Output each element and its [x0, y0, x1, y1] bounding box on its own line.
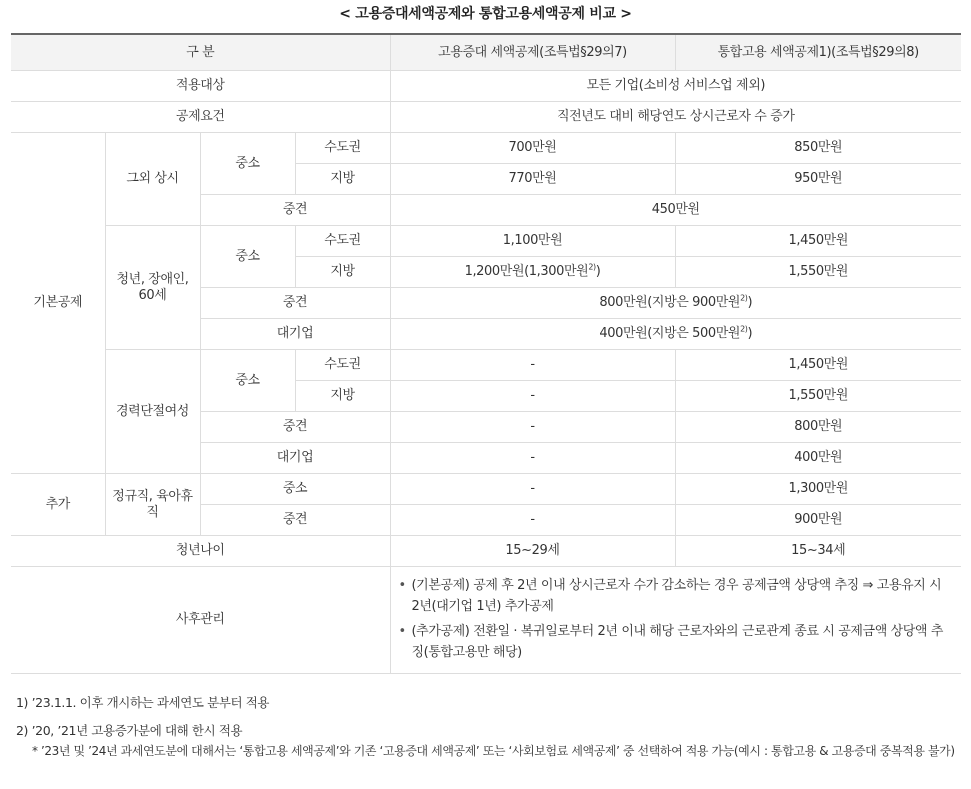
- cell-a: -: [390, 381, 675, 412]
- table-row: [11, 567, 961, 674]
- group-label-regular: 그외 상시: [105, 133, 200, 226]
- cell-a: 1,100만원: [390, 226, 675, 257]
- cell-text-end: ): [747, 295, 753, 310]
- region-metro: 수도권: [295, 350, 390, 381]
- table-header-row: [11, 34, 961, 71]
- row-label-requirement: 공제요건: [11, 102, 390, 133]
- region-metro: 수도권: [295, 133, 390, 164]
- footnote-mark: 2): [740, 293, 748, 303]
- region-local: 지방: [295, 381, 390, 412]
- table-row: [11, 102, 961, 133]
- cell-ab: [390, 319, 961, 350]
- cell-ab: 450만원: [390, 195, 961, 226]
- row-label-youth-age: 청년나이: [11, 536, 390, 567]
- table-row: [11, 536, 961, 567]
- group-label-career: 경력단절여성: [105, 350, 200, 474]
- cell-a: [390, 257, 675, 288]
- cell-text: 1,200만원(1,300만원: [464, 264, 589, 279]
- cell-text: 800만원(지방은 900만원: [599, 295, 741, 310]
- footnote-1: 1) ’23.1.1. 이후 개시하는 과세연도 분부터 적용: [16, 695, 270, 710]
- table-row: [11, 71, 961, 102]
- table-row: [11, 474, 961, 505]
- group-label-regular-childcare: 정규직, 육아휴직: [105, 474, 200, 536]
- region-local: 지방: [295, 164, 390, 195]
- list-item: • (추가공제) 전환일 · 복귀일로부터 2년 이내 해당 근로자와의 근로관계 종료 시 공제금액 상당액 추징(통합고용만 해당): [399, 621, 950, 663]
- header-integrated-employment: 통합고용 세액공제1)(조특법§29의8): [675, 34, 961, 71]
- cell-ab: [390, 288, 961, 319]
- cell-b: 850만원: [675, 133, 961, 164]
- cell-a: -: [390, 412, 675, 443]
- size-sme: 중소: [200, 474, 390, 505]
- table-row: [11, 226, 961, 257]
- group-label-youth: 청년, 장애인, 60세: [105, 226, 200, 350]
- cell-a: 15~29세: [390, 536, 675, 567]
- cell-b: 1,300만원: [675, 474, 961, 505]
- size-large: 대기업: [200, 443, 390, 474]
- size-mid: 중견: [200, 505, 390, 536]
- comparison-table: [11, 33, 961, 674]
- post-management-list: [399, 575, 950, 663]
- cell-text: 400만원(지방은 500만원: [599, 326, 741, 341]
- cell-a: -: [390, 505, 675, 536]
- size-mid: 중견: [200, 288, 390, 319]
- cell-b: 1,550만원: [675, 381, 961, 412]
- cell-b: 1,450만원: [675, 350, 961, 381]
- size-sme: 중소: [200, 133, 295, 195]
- header-category: 구 분: [11, 34, 390, 71]
- size-mid: 중견: [200, 195, 390, 226]
- row-label-post-management: 사후관리: [11, 567, 390, 674]
- cell-text-end: ): [595, 264, 601, 279]
- size-sme: 중소: [200, 350, 295, 412]
- cell-a: 700만원: [390, 133, 675, 164]
- table-row: [11, 133, 961, 164]
- cell-a: -: [390, 350, 675, 381]
- cell-b: 950만원: [675, 164, 961, 195]
- post-management-content: [390, 567, 961, 674]
- header-employment-increase: 고용증대 세액공제(조특법§29의7): [390, 34, 675, 71]
- region-metro: 수도권: [295, 226, 390, 257]
- list-item: • (기본공제) 공제 후 2년 이내 상시근로자 수가 감소하는 경우 공제금액 상당액 추징 ⇒ 고용유지 시 2년(대기업 1년) 추가공제: [399, 575, 950, 617]
- cell-a: -: [390, 443, 675, 474]
- cell-b: 900만원: [675, 505, 961, 536]
- footnote-asterisk: * ’23년 및 ’24년 과세연도분에 대해서는 ‘통합고용 세액공제’와 기존 ‘고용증대 세액공제’ 또는 ‘사회보험료 세액공제’ 중 선택하여 적용 가능(예시 : 통합고용 & 고용증대 중복적용 불가): [32, 744, 955, 758]
- size-mid: 중견: [200, 412, 390, 443]
- cell-a: -: [390, 474, 675, 505]
- cell-b: 1,450만원: [675, 226, 961, 257]
- footnote-mark: 2): [740, 324, 748, 334]
- target-value: 모든 기업(소비성 서비스업 제외): [390, 71, 961, 102]
- region-local: 지방: [295, 257, 390, 288]
- size-sme: 중소: [200, 226, 295, 288]
- cell-b: 400만원: [675, 443, 961, 474]
- footnote-mark: 2): [588, 262, 596, 272]
- cell-b: 1,550만원: [675, 257, 961, 288]
- row-label-additional: 추가: [11, 474, 105, 536]
- cell-b: 15~34세: [675, 536, 961, 567]
- row-label-basic: 기본공제: [11, 133, 105, 474]
- footnote-2: 2) ’20, ’21년 고용증가분에 대해 한시 적용: [16, 723, 243, 738]
- cell-a: 770만원: [390, 164, 675, 195]
- table-row: [11, 350, 961, 381]
- page-title: < 고용증대세액공제와 통합고용세액공제 비교 >: [339, 6, 632, 22]
- cell-text-end: ): [747, 326, 753, 341]
- cell-b: 800만원: [675, 412, 961, 443]
- requirement-value: 직전년도 대비 해당연도 상시근로자 수 증가: [390, 102, 961, 133]
- size-large: 대기업: [200, 319, 390, 350]
- row-label-target: 적용대상: [11, 71, 390, 102]
